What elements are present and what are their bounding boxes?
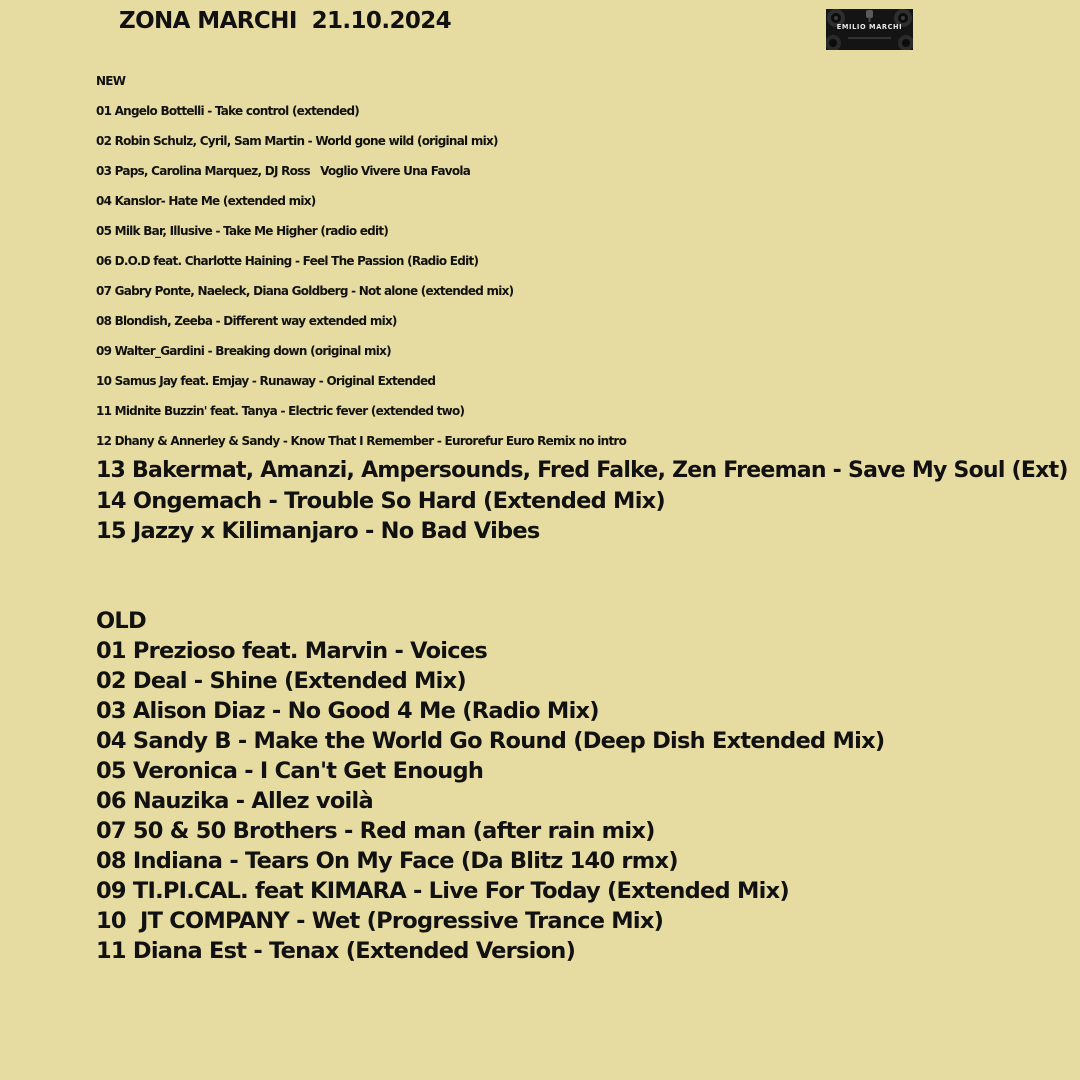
track-item: 06 Nauzika - Allez voilà [96,788,373,814]
track-item: 10 JT COMPANY - Wet (Progressive Trance Mix) [96,908,664,934]
track-item: 08 Indiana - Tears On My Face (Da Blitz 140 rmx) [96,848,678,874]
track-item: 09 TI.PI.CAL. feat KIMARA - Live For Today (Extended Mix) [96,878,789,904]
track-item: 08 Blondish, Zeeba - Different way extended mix) [96,314,397,328]
track-item: 01 Angelo Bottelli - Take control (extended) [96,104,360,118]
track-item: 12 Dhany & Annerley & Sandy - Know That I Remember - Eurorefur Euro Remix no intro [96,434,627,448]
track-item: 11 Diana Est - Tenax (Extended Version) [96,938,576,964]
old-heading: OLD [96,608,146,634]
track-item: 05 Veronica - I Can't Get Enough [96,758,484,784]
track-item: 03 Alison Diaz - No Good 4 Me (Radio Mix) [96,698,599,724]
track-item: 13 Bakermat, Amanzi, Ampersounds, Fred Falke, Zen Freeman - Save My Soul (Ext) [96,458,1068,483]
track-item: 07 50 & 50 Brothers - Red man (after rain mix) [96,818,655,844]
track-item: 11 Midnite Buzzin' feat. Tanya - Electric fever (extended two) [96,404,465,418]
page-title: ZONA MARCHI 21.10.2024 [119,8,452,34]
track-item: 14 Ongemach - Trouble So Hard (Extended Mix) [96,488,665,514]
track-item: 07 Gabry Ponte, Naeleck, Diana Goldberg - Not alone (extended mix) [96,284,514,298]
new-tracks-section [96,66,1068,546]
track-item: 02 Robin Schulz, Cyril, Sam Martin - World gone wild (original mix) [96,134,498,148]
track-item: 09 Walter_Gardini - Breaking down (original mix) [96,344,391,358]
track-item: 15 Jazzy x Kilimanjaro - No Bad Vibes [96,518,540,544]
track-item: 05 Milk Bar, Illusive - Take Me Higher (radio edit) [96,224,389,238]
emilio-marchi-logo [826,9,913,50]
track-item: 02 Deal - Shine (Extended Mix) [96,668,466,694]
old-tracks-section [96,606,884,966]
track-item: 10 Samus Jay feat. Emjay - Runaway - Original Extended [96,374,436,388]
track-item: 01 Prezioso feat. Marvin - Voices [96,638,487,664]
track-item: 04 Sandy B - Make the World Go Round (Deep Dish Extended Mix) [96,728,885,754]
logo-text: EMILIO MARCHI [836,23,903,31]
new-heading: NEW [96,74,126,88]
track-item: 06 D.O.D feat. Charlotte Haining - Feel The Passion (Radio Edit) [96,254,479,268]
track-item: 03 Paps, Carolina Marquez, DJ Ross Voglio Vivere Una Favola [96,164,471,178]
track-item: 04 Kanslor- Hate Me (extended mix) [96,194,316,208]
